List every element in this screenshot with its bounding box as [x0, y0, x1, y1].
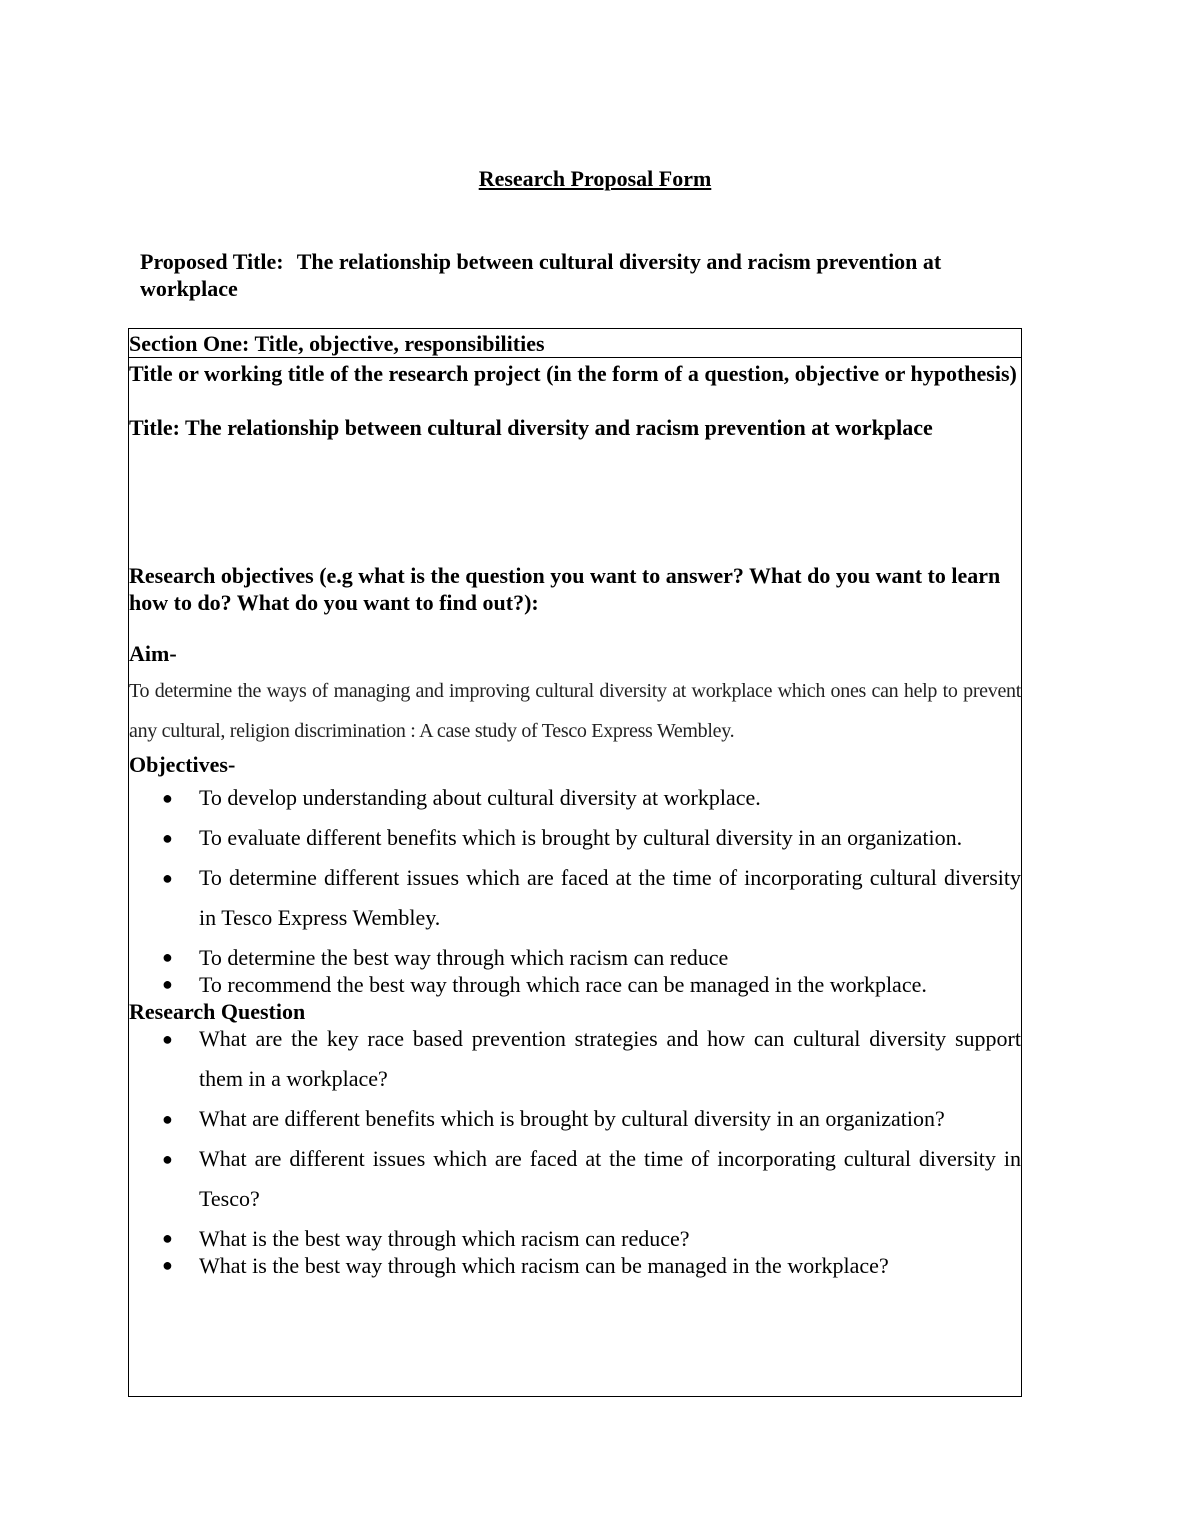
section-one-header: Section One: Title, objective, responsibilities — [129, 329, 1021, 358]
list-item: ● What are different issues which are faced at the time of incorporating cultural diversity in Tesco? — [129, 1139, 1021, 1219]
objectives-prompt: Research objectives (e.g what is the question you want to answer? What do you want to learn how to do? What do you want to find out?): — [129, 563, 1001, 615]
bullet-icon: ● — [162, 1255, 173, 1275]
bullet-icon: ● — [162, 1228, 173, 1248]
section-one-box — [128, 328, 1022, 1397]
aim-label: Aim- — [129, 641, 177, 666]
objectives-list — [129, 778, 1021, 998]
title-line: Title: The relationship between cultural diversity and racism prevention at workplace — [129, 415, 933, 440]
list-item: ● What are the key race based prevention strategies and how can cultural diversity support them in a workplace? — [129, 1019, 1021, 1099]
list-item: ● To evaluate different benefits which is brought by cultural diversity in an organization. — [129, 818, 1021, 858]
working-title-prompt: Title or working title of the research project (in the form of a question, objective or hypothesis) — [129, 361, 1017, 386]
list-item: ● What are different benefits which is brought by cultural diversity in an organization? — [129, 1099, 1021, 1139]
bullet-icon: ● — [162, 868, 173, 888]
list-item: ● To recommend the best way through which race can be managed in the workplace. — [162, 972, 927, 997]
list-item: ● What is the best way through which racism can reduce? — [162, 1226, 690, 1251]
proposed-title-value: The relationship between cultural diversity and racism prevention at workplace — [140, 249, 942, 301]
bullet-icon: ● — [162, 1149, 173, 1169]
aim-text: To determine the ways of managing and improving cultural diversity at workplace which ones can help to prevent any cultural, religion discrimination : A case study of Tesco Express Wembley. — [129, 680, 1021, 742]
list-item: ● To determine the best way through which racism can reduce — [162, 945, 729, 970]
proposed-title-label: Proposed Title: — [140, 249, 284, 274]
bullet-icon: ● — [162, 947, 173, 967]
research-questions-list — [129, 1019, 1021, 1279]
research-question-label: Research Question — [129, 999, 306, 1024]
list-item: ● What is the best way through which racism can be managed in the workplace? — [162, 1253, 889, 1278]
bullet-icon: ● — [162, 788, 173, 808]
bullet-icon: ● — [162, 1029, 173, 1049]
bullet-icon: ● — [162, 974, 173, 994]
bullet-icon: ● — [162, 1109, 173, 1129]
bullet-icon: ● — [162, 828, 173, 848]
list-item: ● To determine different issues which are faced at the time of incorporating cultural diversity in Tesco Express Wembley. — [129, 858, 1021, 938]
objectives-label: Objectives- — [129, 752, 236, 777]
list-item: ● To develop understanding about cultural diversity at workplace. — [129, 778, 1021, 818]
document-heading: Research Proposal Form — [478, 166, 712, 191]
proposed-title — [140, 248, 1020, 302]
